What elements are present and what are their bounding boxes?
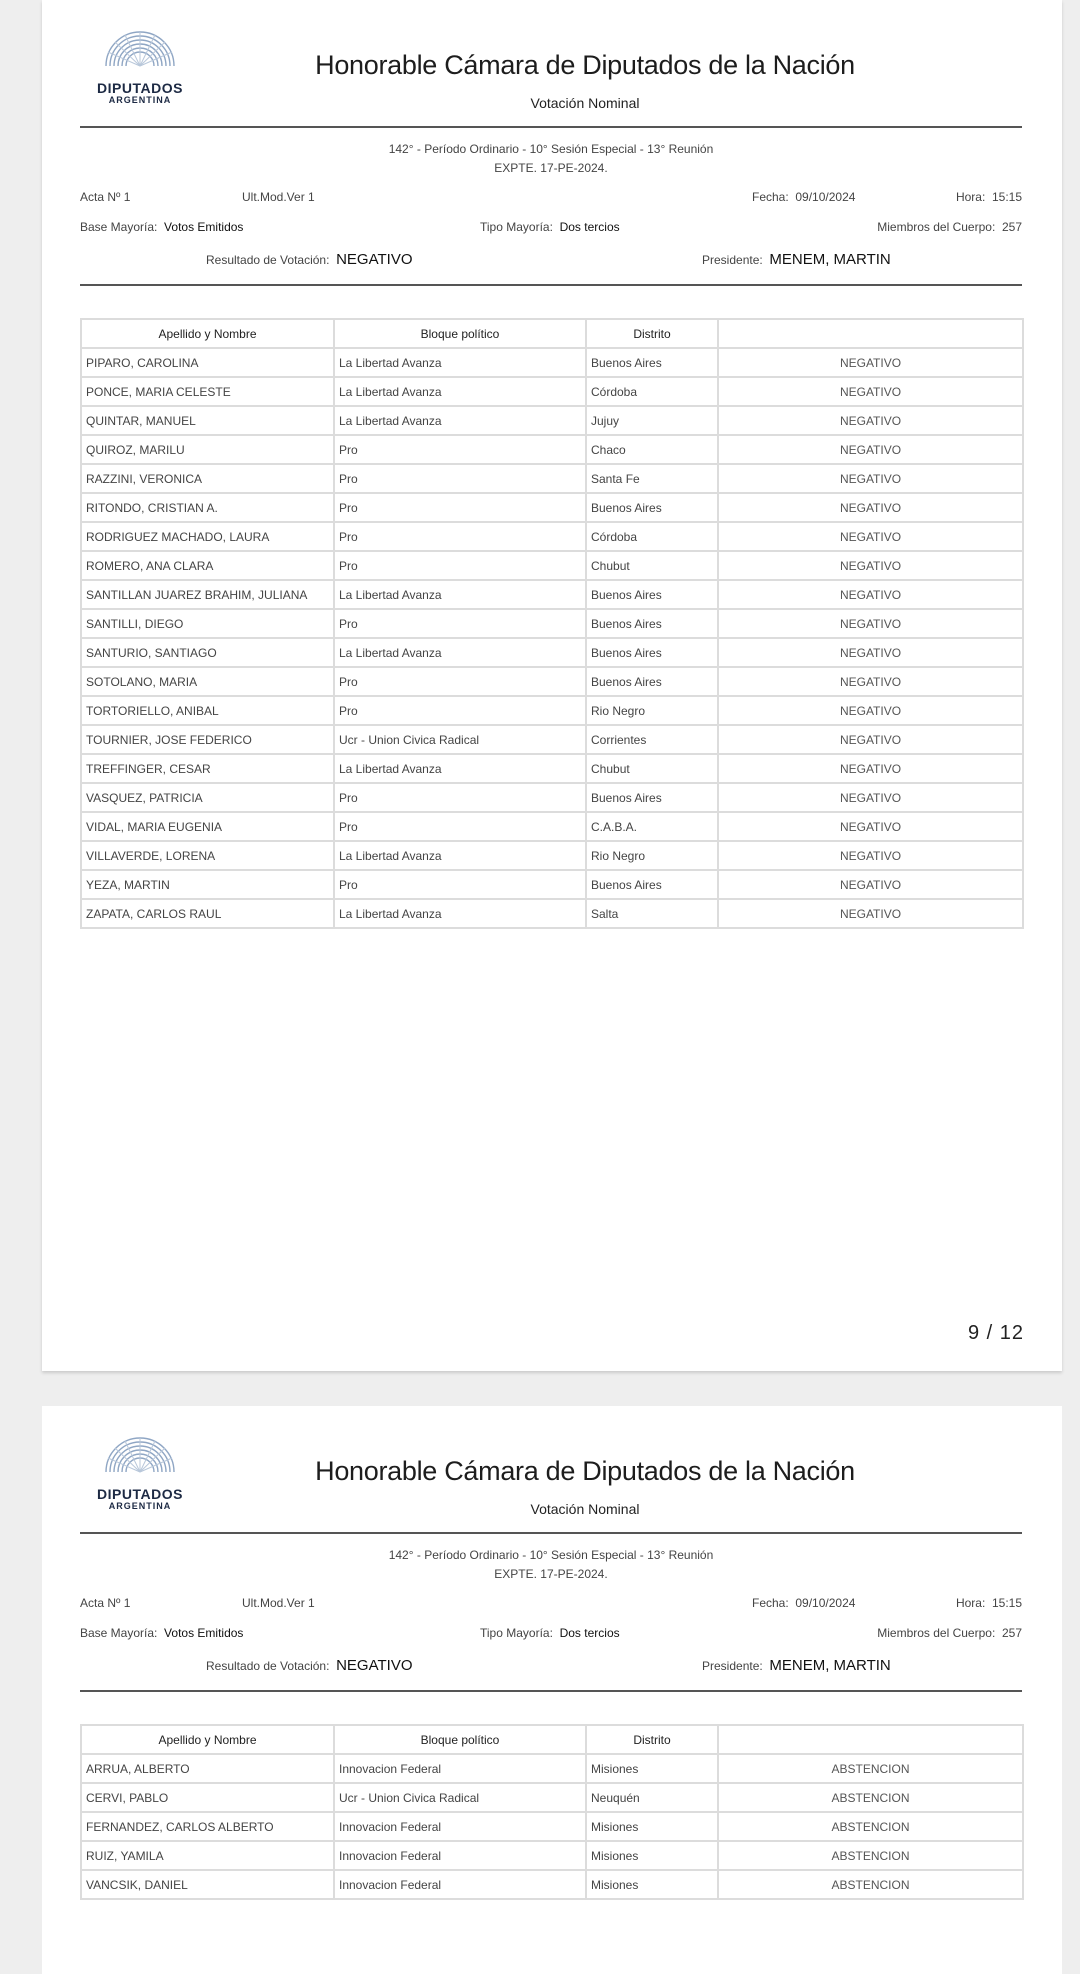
cell-nombre: VILLAVERDE, LORENA (81, 841, 334, 870)
cell-nombre: SOTOLANO, MARIA (81, 667, 334, 696)
table-row (81, 522, 1023, 551)
presidente-field (702, 1657, 891, 1674)
cell-distrito: Buenos Aires (586, 493, 718, 522)
table-row (81, 725, 1023, 754)
cell-nombre: RAZZINI, VERONICA (81, 464, 334, 493)
cell-distrito: Buenos Aires (586, 783, 718, 812)
col-header-nombre: Apellido y Nombre (81, 1725, 334, 1754)
cell-nombre: QUINTAR, MANUEL (81, 406, 334, 435)
cell-voto: NEGATIVO (718, 551, 1023, 580)
cell-nombre: RITONDO, CRISTIAN A. (81, 493, 334, 522)
presidente-value: MENEM, MARTIN (769, 1657, 891, 1674)
cell-voto: ABSTENCION (718, 1812, 1023, 1841)
cell-nombre: PIPARO, CAROLINA (81, 348, 334, 377)
hora-field (956, 1596, 1022, 1610)
cell-distrito: C.A.B.A. (586, 812, 718, 841)
cell-voto: NEGATIVO (718, 464, 1023, 493)
cell-nombre: SANTILLAN JUAREZ BRAHIM, JULIANA (81, 580, 334, 609)
cell-nombre: VASQUEZ, PATRICIA (81, 783, 334, 812)
cell-nombre: ZAPATA, CARLOS RAUL (81, 899, 334, 928)
tipo-mayoria-field (480, 220, 620, 234)
cell-nombre: TORTORIELLO, ANIBAL (81, 696, 334, 725)
cell-nombre: PONCE, MARIA CELESTE (81, 377, 334, 406)
base-mayoria-field (80, 220, 243, 234)
cell-distrito: Buenos Aires (586, 638, 718, 667)
cell-nombre: RUIZ, YAMILA (81, 1841, 334, 1870)
cell-nombre: CERVI, PABLO (81, 1783, 334, 1812)
table-row (81, 1754, 1023, 1783)
cell-voto: NEGATIVO (718, 406, 1023, 435)
tipo-mayoria-field (480, 1626, 620, 1640)
cell-distrito: Santa Fe (586, 464, 718, 493)
diputados-logo (80, 1410, 200, 1488)
resultado-label: Resultado de Votación: (206, 1659, 330, 1673)
presidente-label: Presidente: (702, 253, 763, 267)
tipo-mayoria-label: Tipo Mayoría: (480, 220, 553, 234)
table-row (81, 493, 1023, 522)
cell-distrito: Rio Negro (586, 696, 718, 725)
col-header-nombre: Apellido y Nombre (81, 319, 334, 348)
table-row (81, 406, 1023, 435)
miembros-value: 257 (1001, 220, 1022, 234)
cell-nombre: VANCSIK, DANIEL (81, 1870, 334, 1899)
table-row (81, 812, 1023, 841)
votes-table (80, 318, 1024, 929)
cell-distrito: Chaco (586, 435, 718, 464)
cell-nombre: YEZA, MARTIN (81, 870, 334, 899)
hora-field (956, 190, 1022, 204)
document-subtitle: Votación Nominal (530, 1501, 640, 1517)
cell-voto: NEGATIVO (718, 783, 1023, 812)
cell-nombre: SANTILLI, DIEGO (81, 609, 334, 638)
tipo-mayoria-value: Dos tercios (559, 220, 620, 234)
cell-voto: NEGATIVO (718, 812, 1023, 841)
table-row (81, 754, 1023, 783)
cell-distrito: Buenos Aires (586, 609, 718, 638)
hora-label: Hora: (955, 1596, 986, 1610)
tipo-mayoria-value: Dos tercios (559, 1626, 620, 1640)
table-header-row (81, 319, 1023, 348)
cell-bloque: Pro (334, 870, 586, 899)
resultado-label: Resultado de Votación: (206, 253, 330, 267)
cell-bloque: Ucr - Union Civica Radical (334, 725, 586, 754)
document-subtitle: Votación Nominal (530, 95, 640, 111)
fecha-label: Fecha: (752, 190, 789, 204)
cell-nombre: SANTURIO, SANTIAGO (81, 638, 334, 667)
cell-voto: NEGATIVO (718, 870, 1023, 899)
cell-distrito: Corrientes (586, 725, 718, 754)
cell-bloque: La Libertad Avanza (334, 899, 586, 928)
table-row (81, 696, 1023, 725)
cell-voto: NEGATIVO (718, 841, 1023, 870)
cell-nombre: ARRUA, ALBERTO (81, 1754, 334, 1783)
miembros-value: 257 (1001, 1626, 1022, 1640)
resultado-field (206, 1657, 413, 1674)
session-line: 142° - Período Ordinario - 10° Sesión Especial - 13° Reunión (388, 1548, 714, 1562)
col-header-bloque: Bloque político (334, 319, 586, 348)
cell-voto: NEGATIVO (718, 377, 1023, 406)
cell-bloque: Pro (334, 522, 586, 551)
table-row (81, 580, 1023, 609)
cell-bloque: Ucr - Union Civica Radical (334, 1783, 586, 1812)
cell-bloque: Pro (334, 609, 586, 638)
header-divider (80, 1532, 1022, 1534)
ult-mod-version: Ult.Mod.Ver 1 (242, 1596, 315, 1610)
cell-bloque: Pro (334, 464, 586, 493)
acta-number: Acta Nº 1 (80, 190, 131, 204)
session-info (80, 140, 1022, 178)
presidente-field (702, 251, 891, 268)
cell-nombre: FERNANDEZ, CARLOS ALBERTO (81, 1812, 334, 1841)
table-row (81, 1870, 1023, 1899)
table-row (81, 377, 1023, 406)
resultado-field (206, 251, 413, 268)
logo-subtitle: ARGENTINA (108, 95, 172, 105)
col-header-distrito: Distrito (586, 1725, 718, 1754)
ult-mod-version: Ult.Mod.Ver 1 (242, 190, 315, 204)
votes-table (80, 1724, 1024, 1900)
cell-voto: NEGATIVO (718, 609, 1023, 638)
meta-divider (80, 284, 1022, 286)
cell-bloque: La Libertad Avanza (334, 580, 586, 609)
cell-voto: ABSTENCION (718, 1754, 1023, 1783)
cell-voto: NEGATIVO (718, 899, 1023, 928)
cell-distrito: Buenos Aires (586, 667, 718, 696)
resultado-value: NEGATIVO (336, 1657, 413, 1674)
cell-distrito: Neuquén (586, 1783, 718, 1812)
cell-distrito: Chubut (586, 551, 718, 580)
cell-voto: ABSTENCION (718, 1870, 1023, 1899)
tipo-mayoria-label: Tipo Mayoría: (480, 1626, 553, 1640)
cell-distrito: Salta (586, 899, 718, 928)
base-mayoria-label: Base Mayoría: (80, 220, 158, 234)
fecha-value: 09/10/2024 (795, 190, 856, 204)
session-line: 142° - Período Ordinario - 10° Sesión Especial - 13° Reunión (388, 142, 714, 156)
cell-nombre: QUIROZ, MARILU (81, 435, 334, 464)
cell-bloque: La Libertad Avanza (334, 638, 586, 667)
table-row (81, 783, 1023, 812)
cell-distrito: Misiones (586, 1841, 718, 1870)
cell-bloque: Pro (334, 812, 586, 841)
logo-subtitle: ARGENTINA (108, 1501, 172, 1511)
cell-bloque: Pro (334, 551, 586, 580)
resultado-value: NEGATIVO (336, 251, 413, 268)
expte-line: EXPTE. 17-PE-2024. (494, 161, 608, 175)
cell-bloque: La Libertad Avanza (334, 841, 586, 870)
document-title: Honorable Cámara de Diputados de la Nación (315, 1456, 855, 1486)
diputados-logo (80, 4, 200, 82)
cell-nombre: VIDAL, MARIA EUGENIA (81, 812, 334, 841)
cell-voto: NEGATIVO (718, 435, 1023, 464)
cell-nombre: TOURNIER, JOSE FEDERICO (81, 725, 334, 754)
miembros-label: Miembros del Cuerpo: (877, 220, 996, 234)
base-mayoria-value: Votos Emitidos (164, 220, 244, 234)
meta-divider (80, 1690, 1022, 1692)
cell-distrito: Misiones (586, 1870, 718, 1899)
cell-bloque: Innovacion Federal (334, 1812, 586, 1841)
miembros-label: Miembros del Cuerpo: (877, 1626, 996, 1640)
col-header-voto (718, 319, 1023, 348)
cell-voto: NEGATIVO (718, 725, 1023, 754)
table-row (81, 551, 1023, 580)
table-header-row (81, 1725, 1023, 1754)
cell-bloque: La Libertad Avanza (334, 406, 586, 435)
cell-voto: NEGATIVO (718, 348, 1023, 377)
logo-wordmark: DIPUTADOS (97, 80, 183, 96)
hora-label: Hora: (955, 190, 986, 204)
table-row (81, 1812, 1023, 1841)
cell-voto: NEGATIVO (718, 638, 1023, 667)
table-row (81, 870, 1023, 899)
cell-voto: NEGATIVO (718, 493, 1023, 522)
table-row (81, 841, 1023, 870)
cell-distrito: Misiones (586, 1812, 718, 1841)
expte-line: EXPTE. 17-PE-2024. (494, 1567, 608, 1581)
table-row (81, 609, 1023, 638)
col-header-distrito: Distrito (586, 319, 718, 348)
table-row (81, 464, 1023, 493)
cell-nombre: TREFFINGER, CESAR (81, 754, 334, 783)
cell-voto: ABSTENCION (718, 1783, 1023, 1812)
cell-bloque: Pro (334, 493, 586, 522)
session-info (80, 1546, 1022, 1584)
miembros-field (877, 220, 1022, 234)
table-row (81, 638, 1023, 667)
cell-bloque: La Libertad Avanza (334, 377, 586, 406)
table-row (81, 899, 1023, 928)
cell-voto: ABSTENCION (718, 1841, 1023, 1870)
miembros-field (877, 1626, 1022, 1640)
cell-bloque: La Libertad Avanza (334, 754, 586, 783)
cell-distrito: Buenos Aires (586, 348, 718, 377)
cell-voto: NEGATIVO (718, 696, 1023, 725)
table-row (81, 1783, 1023, 1812)
cell-bloque: Pro (334, 783, 586, 812)
fecha-label: Fecha: (752, 1596, 789, 1610)
cell-distrito: Córdoba (586, 377, 718, 406)
cell-bloque: Innovacion Federal (334, 1841, 586, 1870)
col-header-voto (718, 1725, 1023, 1754)
hora-value: 15:15 (991, 190, 1022, 204)
cell-bloque: Pro (334, 696, 586, 725)
cell-nombre: ROMERO, ANA CLARA (81, 551, 334, 580)
cell-voto: NEGATIVO (718, 522, 1023, 551)
logo-wordmark: DIPUTADOS (97, 1486, 183, 1502)
cell-distrito: Jujuy (586, 406, 718, 435)
fecha-value: 09/10/2024 (795, 1596, 856, 1610)
cell-distrito: Misiones (586, 1754, 718, 1783)
cell-voto: NEGATIVO (718, 580, 1023, 609)
cell-distrito: Chubut (586, 754, 718, 783)
presidente-value: MENEM, MARTIN (769, 251, 891, 268)
page-number: 9 / 12 (967, 1322, 1024, 1344)
cell-distrito: Buenos Aires (586, 870, 718, 899)
pdf-page-9 (42, 0, 1062, 1371)
cell-bloque: La Libertad Avanza (334, 348, 586, 377)
cell-bloque: Innovacion Federal (334, 1754, 586, 1783)
base-mayoria-value: Votos Emitidos (164, 1626, 244, 1640)
fecha-field (752, 1596, 855, 1610)
cell-bloque: Pro (334, 667, 586, 696)
table-row (81, 1841, 1023, 1870)
cell-bloque: Pro (334, 435, 586, 464)
cell-distrito: Córdoba (586, 522, 718, 551)
cell-distrito: Buenos Aires (586, 580, 718, 609)
cell-voto: NEGATIVO (718, 667, 1023, 696)
header-divider (80, 126, 1022, 128)
fecha-field (752, 190, 855, 204)
cell-bloque: Innovacion Federal (334, 1870, 586, 1899)
cell-nombre: RODRIGUEZ MACHADO, LAURA (81, 522, 334, 551)
table-row (81, 348, 1023, 377)
col-header-bloque: Bloque político (334, 1725, 586, 1754)
base-mayoria-field (80, 1626, 243, 1640)
pdf-page-10 (42, 1406, 1062, 1974)
document-title: Honorable Cámara de Diputados de la Nación (315, 50, 855, 80)
cell-voto: NEGATIVO (718, 754, 1023, 783)
base-mayoria-label: Base Mayoría: (80, 1626, 158, 1640)
table-row (81, 435, 1023, 464)
table-row (81, 667, 1023, 696)
acta-number: Acta Nº 1 (80, 1596, 131, 1610)
hora-value: 15:15 (991, 1596, 1022, 1610)
cell-distrito: Rio Negro (586, 841, 718, 870)
presidente-label: Presidente: (702, 1659, 763, 1673)
